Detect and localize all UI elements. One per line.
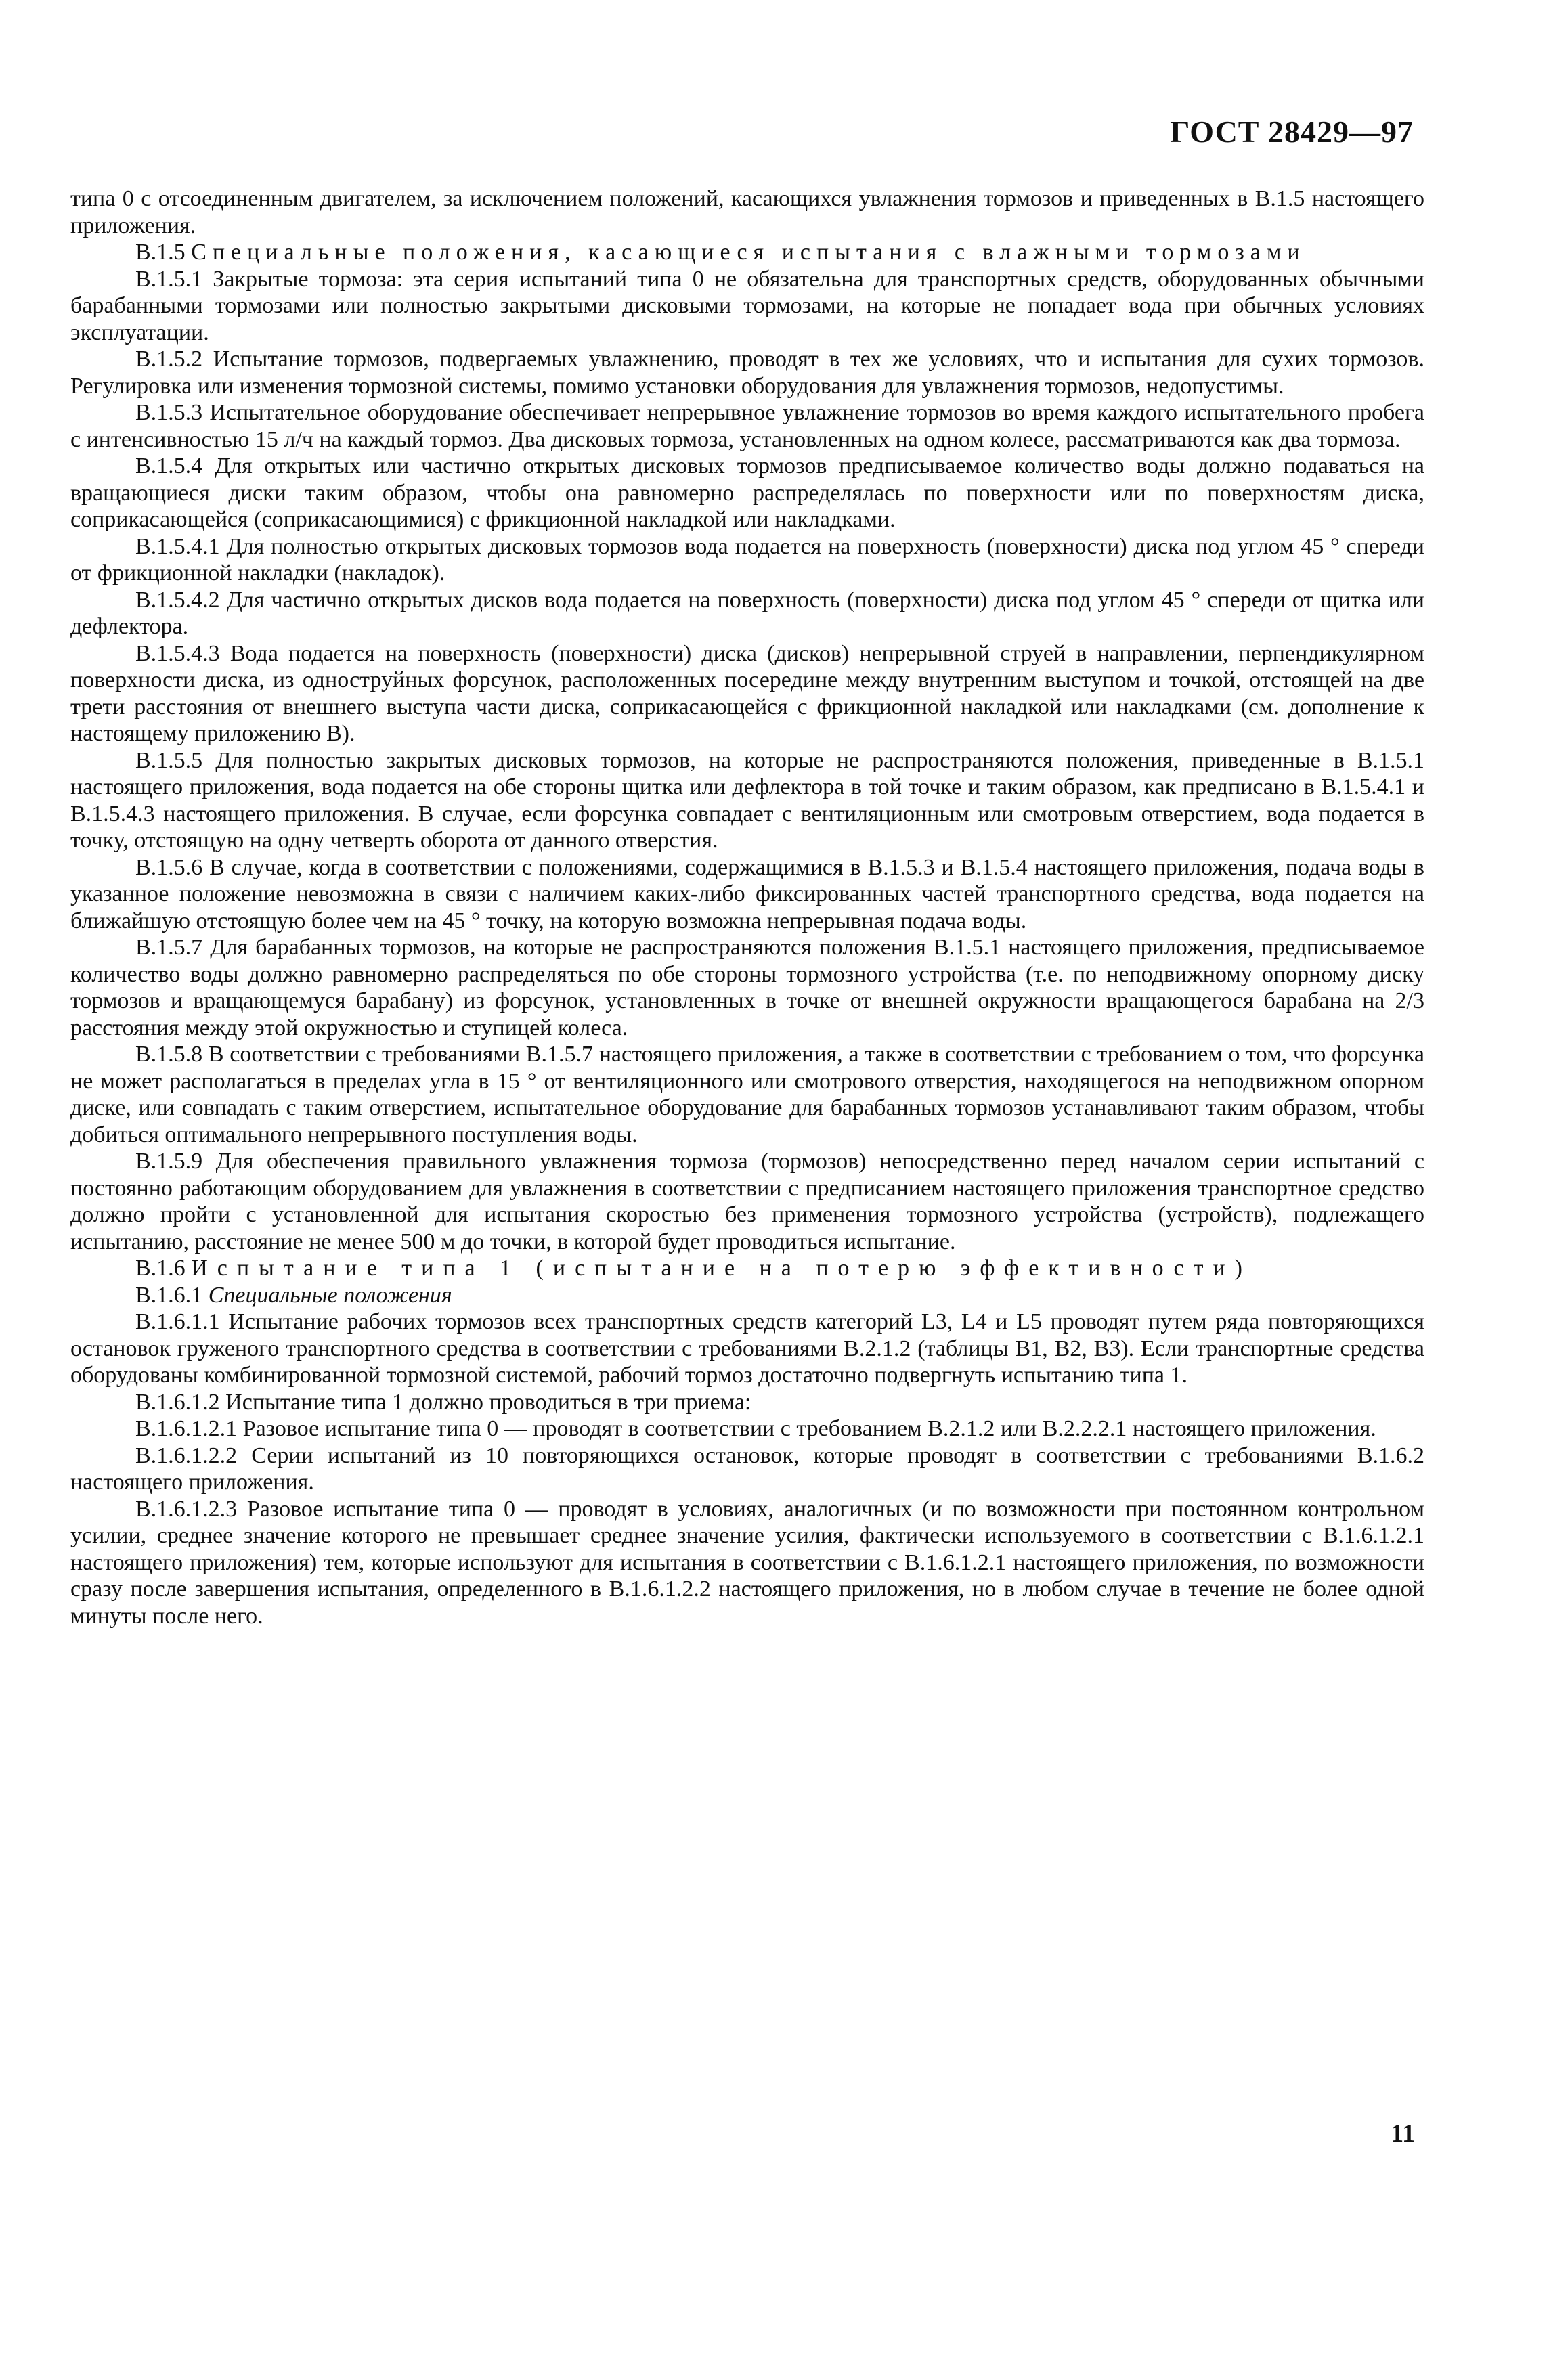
page-number: 11 — [1391, 2119, 1415, 2148]
paragraph-b157 — [70, 934, 1424, 1041]
fraction-two-thirds: 2/3 — [1395, 988, 1424, 1013]
paragraph-b157-text: В.1.5.7 Для барабанных тормозов, на которые не распространяются положения В.1.5.1 настоящего приложения, предписываемое количество воды должно равномерно распределяться по обе стороны тормозного устройства (т.е. по неподвижному опорному диску тормозов и вращающемуся барабану) из форсунок, установленных в точке от внешней окружности вращающегося барабана на — [70, 935, 1424, 1013]
paragraph-b1611: В.1.6.1.1 Испытание рабочих тормозов всех транспортных средств категорий L3, L4 и L5 проводят путем ряда повторяющихся остановок груженого транспортного средства в соответствии с требованиями В.2.1.2 (таблицы В1, В2, В3). Если транспортные средства оборудованы комбинированной тормозной системой, рабочий тормоз достаточно подвергнуть испытанию типа 1. — [70, 1309, 1424, 1388]
paragraph-b16122: В.1.6.1.2.2 Серии испытаний из 10 повторяющихся остановок, которые проводят в соответствии с требованиями В.1.6.2 настоящего приложения. — [70, 1442, 1424, 1495]
document-body — [70, 185, 1424, 1629]
paragraph-b152: В.1.5.2 Испытание тормозов, подвергаемых увлажнению, проводят в тех же условиях, что и испытания для сухих тормозов. Регулировка или изменения тормозной системы, помимо установки оборудования для увлажнения тормозов, недопустимы. — [70, 347, 1424, 399]
section-title: Специальные положения, касающиеся испытания с влажными тормозами — [191, 240, 1306, 265]
paragraph-b156: В.1.5.6 В случае, когда в соответствии с положениями, содержащимися в В.1.5.3 и В.1.5.4 настоящего приложения, подача воды в указанное положение невозможна в связи с наличием каких-либо фиксированных частей транспортного средства, вода подается на ближайшую отстоящую более чем на 45 ° точку, на которую возможна непрерывная подача воды. — [70, 854, 1424, 933]
section-heading-b16 — [70, 1255, 1424, 1282]
paragraph-b159: В.1.5.9 Для обеспечения правильного увлажнения тормоза (тормозов) непосредственно перед началом серии испытаний с постоянно работающим оборудованием для увлажнения в соответствии с предписанием настоящего приложения транспортное средство должно пройти с установленной для испытания скоростью без применения тормозного устройства (устройств), подлежащего испытанию, расстояние не менее 500 м до точки, в которой будет проводиться испытание. — [70, 1149, 1424, 1254]
paragraph-b151: В.1.5.1 Закрытые тормоза: эта серия испытаний типа 0 не обязательна для транспортных средств, оборудованных обычными барабанными тормозами или полностью закрытыми дисковыми тормозами, на которые не попадает вода при обычных условиях эксплуатации. — [70, 266, 1424, 345]
paragraph-b154: В.1.5.4 Для открытых или частично открытых дисковых тормозов предписываемое количество воды должно подаваться на вращающиеся диски таким образом, чтобы она равномерно распределялась по поверхности или по поверхностям диска, соприкасающейся (соприкасающимися) с фрикционной накладкой или накладками. — [70, 454, 1424, 532]
paragraph-b16123: В.1.6.1.2.3 Разовое испытание типа 0 — проводят в условиях, аналогичных (и по возможности при постоянном контрольном усилии, среднее значение которого не превышает среднее значение усилия, фактически используемого в соответствии с В.1.6.1.2.1 настоящего приложения) тем, которые используют для испытания в соответствии с В.1.6.1.2.1 настоящего приложения, по возможности сразу после завершения испытания, определенного в В.1.6.1.2.2 настоящего приложения, но в любом случае в течение не более одной минуты после него. — [70, 1496, 1424, 1629]
paragraph-continuation: типа 0 с отсоединенным двигателем, за исключением положений, касающихся увлажнения тормозов и приведенных в В.1.5 настоящего приложения. — [70, 186, 1424, 238]
section-number: В.1.5 — [135, 240, 186, 265]
section-number: В.1.6 — [135, 1256, 186, 1281]
paragraph-b1541: В.1.5.4.1 Для полностью открытых дисковых тормозов вода подается на поверхность (поверхности) диска под углом 45 ° спереди от фрикционной накладки (накладок). — [70, 533, 1424, 586]
paragraph-b155: В.1.5.5 Для полностью закрытых дисковых тормозов, на которые не распространяются положения, приведенные в В.1.5.1 настоящего приложения, вода подается на обе стороны щитка или дефлектора в той точке и таким образом, как предписано в В.1.5.4.1 и В.1.5.4.3 настоящего приложения. В случае, если форсунка совпадает с вентиляционным или смотровым отверстием, вода подается в точку, отстоящую на одну четверть оборота от данного отверстия. — [70, 747, 1424, 853]
section-heading-b15 — [70, 239, 1424, 266]
section-title: Специальные положения — [208, 1282, 452, 1308]
paragraph-b1612: В.1.6.1.2 Испытание типа 1 должно проводиться в три приема: — [135, 1389, 751, 1415]
paragraph-b157-text-after: расстояния между этой окружностью и ступицей колеса. — [70, 1015, 628, 1040]
paragraph-b158: В.1.5.8 В соответствии с требованиями В.1.5.7 настоящего приложения, а также в соответствии с требованием о том, что форсунка не может располагаться в пределах угла в 15 ° от вентиляционного или смотрового отверстия, находящегося на неподвижном опорном диске, или совпадать с таким отверстием, испытательное оборудование для барабанных тормозов устанавливают таким образом, чтобы добиться оптимального непрерывного поступления воды. — [70, 1042, 1424, 1147]
document-code: ГОСТ 28429—97 — [1170, 114, 1414, 149]
paragraph-b16121: В.1.6.1.2.1 Разовое испытание типа 0 — проводят в соответствии с требованием В.2.1.2 или В.2.2.2.1 настоящего приложения. — [135, 1416, 1376, 1441]
paragraph-b1543: В.1.5.4.3 Вода подается на поверхность (поверхности) диска (дисков) непрерывной струей в направлении, перпендикулярном поверхности диска, из одноструйных форсунок, расположенных посередине между внутренним выступом и точкой, отстоящей на две трети расстояния от внешнего выступа части диска, соприкасающейся с фрикционной накладкой или накладками (см. дополнение к настоящему приложению В). — [70, 640, 1424, 746]
section-title: Испытание типа 1 (испытание на потерю эффективности) — [191, 1256, 1252, 1281]
paragraph-b153: В.1.5.3 Испытательное оборудование обеспечивает непрерывное увлажнение тормозов во время каждого испытательного пробега с интенсивностью 15 л/ч на каждый тормоз. Два дисковых тормоза, установленных на одном колесе, рассматриваются как два тормоза. — [70, 400, 1424, 452]
section-heading-b161 — [70, 1282, 1424, 1309]
section-number: В.1.6.1 — [135, 1282, 203, 1308]
paragraph-b1542: В.1.5.4.2 Для частично открытых дисков вода подается на поверхность (поверхности) диска под углом 45 ° спереди от щитка или дефлектора. — [70, 587, 1424, 639]
